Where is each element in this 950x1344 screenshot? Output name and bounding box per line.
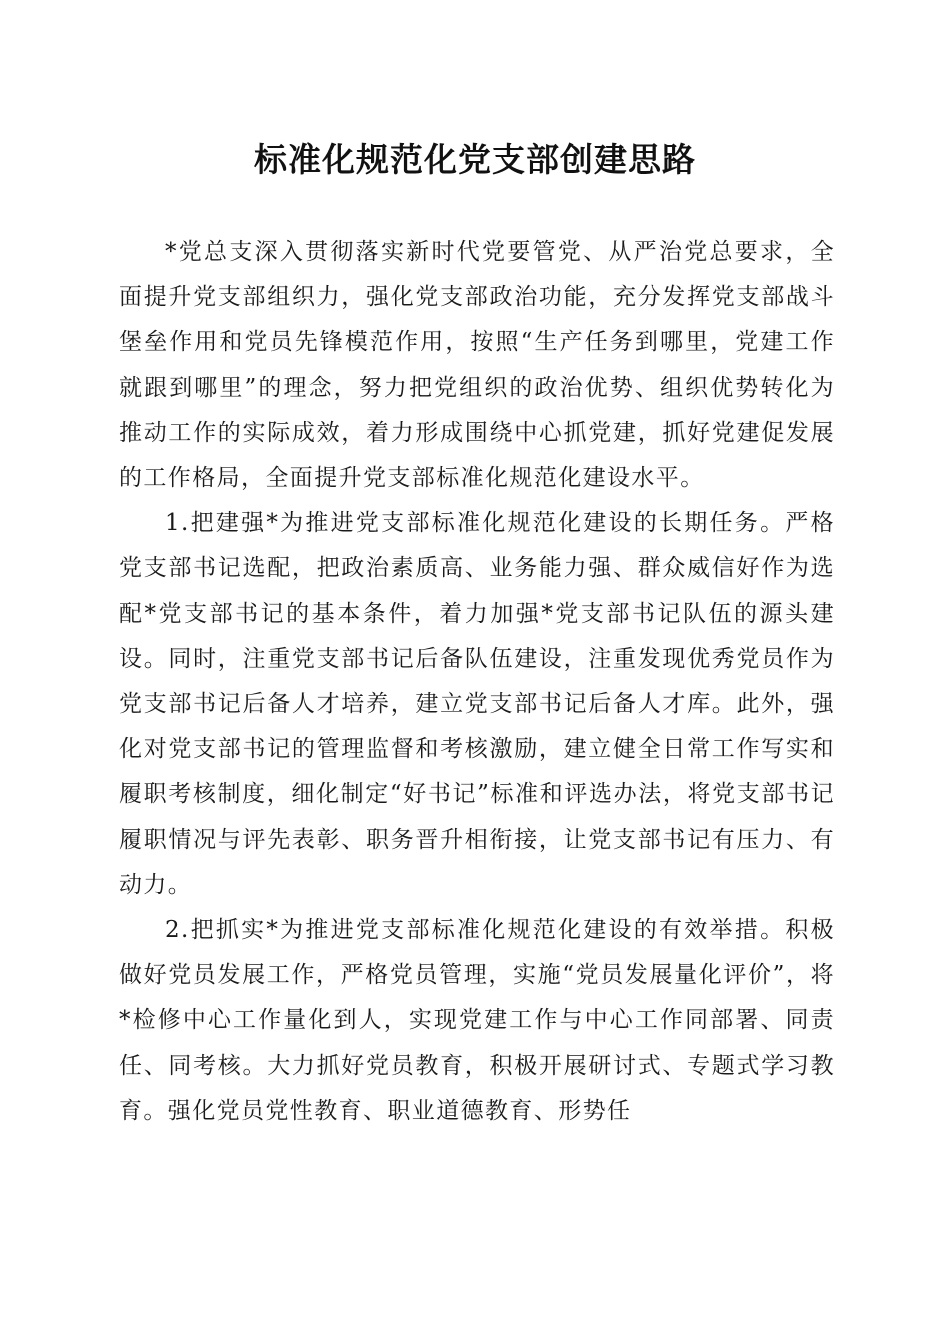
paragraph-item-2: 2.把抓实*为推进党支部标准化规范化建设的有效举措。积极做好党员发展工作，严格党员管理，实施“党员发展量化评价”，将*检修中心工作量化到人，实现党建工作与中心工作同部署、同责任、同考核。大力抓好党员教育，积极开展研讨式、专题式学习教育。强化党员党性教育、职业道德教育、形势任 (119, 917, 835, 1124)
paragraph-intro: *党总支深入贯彻落实新时代党要管党、从严治党总要求，全面提升党支部组织力，强化党支部政治功能，充分发挥党支部战斗堡垒作用和党员先锋模范作用，按照“生产任务到哪里，党建工作就跟到哪里”的理念，努力把党组织的政治优势、组织优势转化为推动工作的实际成效，着力形成围绕中心抓党建，抓好党建促发展的工作格局，全面提升党支部标准化规范化建设水平。 (119, 239, 835, 492)
document-body (119, 230, 835, 1134)
document-title: 标准化规范化党支部创建思路 (254, 140, 696, 179)
paragraph-item-1: 1.把建强*为推进党支部标准化规范化建设的长期任务。严格党支部书记选配，把政治素质高、业务能力强、群众威信好作为选配*党支部书记的基本条件，着力加强*党支部书记队伍的源头建设。同时，注重党支部书记后备队伍建设，注重发现优秀党员作为党支部书记后备人才培养，建立党支部书记后备人才库。此外，强化对党支部书记的管理监督和考核激励，建立健全日常工作写实和履职考核制度，细化制定“好书记”标准和评选办法，将党支部书记履职情况与评先表彰、职务晋升相衔接，让党支部书记有压力、有动力。 (119, 510, 835, 898)
